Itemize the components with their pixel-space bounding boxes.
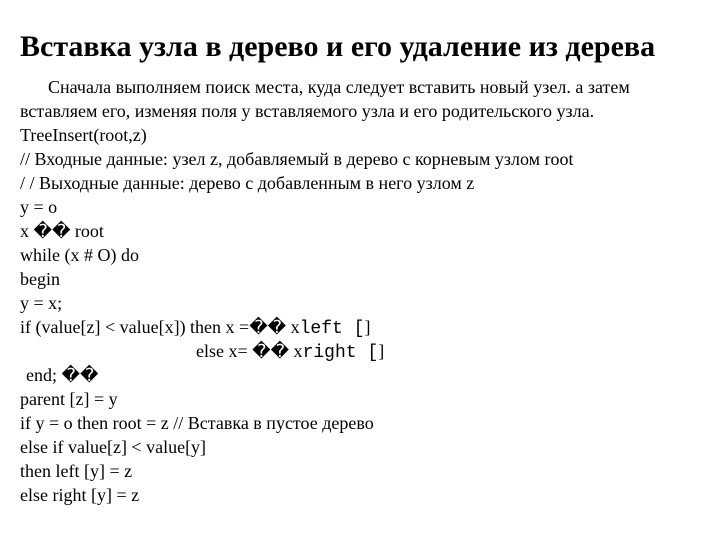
code-line-end: end; ��	[26, 365, 99, 385]
intro-line-2: вставляем его, изменяя поля у вставляемого узла и его родительского узла.	[20, 101, 595, 121]
code-line-begin: begin	[20, 269, 60, 289]
code-line-signature: TreeInsert(root,z)	[20, 125, 147, 145]
code-line-parent: parent [z] = y	[20, 389, 118, 409]
code-line-else-right	[196, 340, 384, 364]
code-line-while: while (x # O) do	[20, 245, 139, 265]
if-compare-close: ]	[364, 317, 371, 337]
right-keyword: right [	[302, 343, 379, 363]
code-line-y-assign: y = x;	[20, 293, 63, 313]
slide-title: Вставка узла в дерево и его удаление из дерева	[20, 30, 656, 63]
code-line-x-init: x �� root	[20, 221, 104, 241]
else-right-text: else x= �� x	[196, 341, 303, 361]
left-keyword: left [	[299, 319, 365, 339]
code-line-y-init: y = o	[20, 197, 58, 217]
code-line-else-right-final: else right [y] = z	[20, 485, 140, 505]
code-line-input-comment: // Входные данные: узел z, добавляемый в дерево с корневым узлом root	[20, 149, 574, 169]
else-right-close: ]	[378, 341, 385, 361]
intro-line-1: Сначала выполняем поиск места, куда следует вставить новый узел. а затем	[48, 77, 630, 97]
if-compare-text: if (value[z] < value[x]) then x =�� x	[20, 317, 300, 337]
code-line-else-if: else if value[z] < value[y]	[20, 437, 207, 457]
code-line-then-left: then left [y] = z	[20, 461, 133, 481]
code-line-output-comment: / / Выходные данные: дерево с добавленным в него узлом z	[20, 173, 475, 193]
code-line-empty-tree: if y = o then root = z // Вставка в пустое дерево	[20, 413, 374, 433]
code-line-if-compare	[20, 316, 370, 340]
